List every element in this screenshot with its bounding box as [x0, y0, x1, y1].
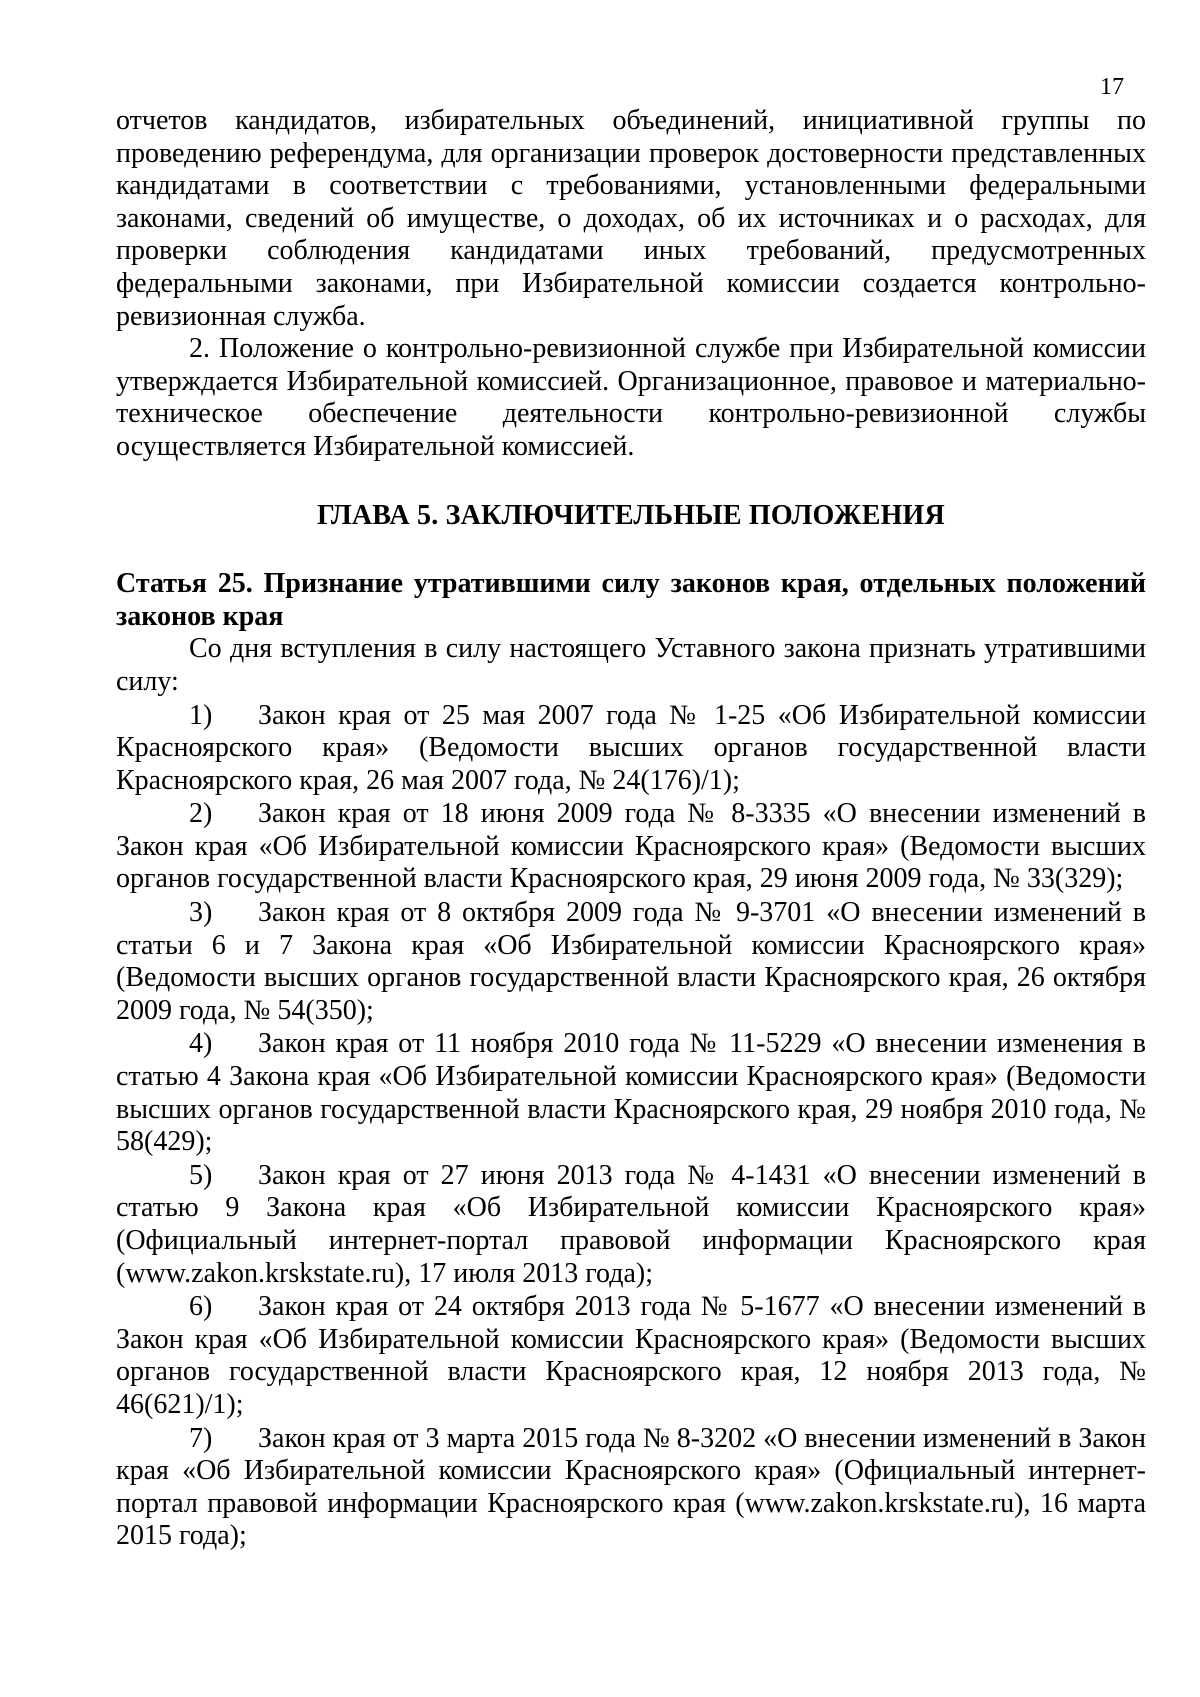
list-item-number: 5) — [189, 1159, 213, 1191]
list-item-number: 1) — [189, 699, 213, 731]
list-item-number: 6) — [189, 1291, 213, 1323]
list-item-number: 3) — [189, 897, 213, 929]
list-item-6 — [116, 1291, 1146, 1421]
list-item-2 — [116, 798, 1146, 896]
list-item-1 — [116, 700, 1146, 798]
paragraph-item-2: 2. Положение о контрольно-ревизионной службе при Избирательной комиссии утверждается Избирательной комиссией. Организационное, правовое и материально-техническое обеспечение деятельности контрольно-ревизионной службы осуществляется Избирательной комиссией. — [116, 333, 1146, 462]
list-item-7 — [116, 1423, 1146, 1553]
chapter-title: ГЛАВА 5. ЗАКЛЮЧИТЕЛЬНЫЕ ПОЛОЖЕНИЯ — [317, 499, 945, 531]
list-item-text: Закон края от 8 октября 2009 года № 9-3701 «О внесении изменений в статьи 6 и 7 Закона края «Об Избирательной комиссии Красноярского края» (Ведомости высших органов государственной власти Красноярского края, 26 октября 2009 года, № 54(350); — [116, 897, 1146, 1026]
list-item-number: 4) — [189, 1028, 213, 1060]
list-item-text: Закон края от 25 мая 2007 года № 1-25 «Об Избирательной комиссии Красноярского края» (Ведомости высших органов государственной власти Красноярского края, 26 мая 2007 года, № 24(176)/1); — [116, 699, 1146, 796]
list-item-3 — [116, 897, 1146, 1027]
list-item-number: 7) — [189, 1422, 213, 1454]
list-item-text: Закон края от 27 июня 2013 года № 4-1431 «О внесении изменений в статью 9 Закона края «Об Избирательной комиссии Красноярского края» (Официальный интернет-портал правовой информации Красноярского края (www.zakon.krskstate.ru), 17 июля 2013 года); — [116, 1159, 1146, 1289]
paragraph-continuation: отчетов кандидатов, избирательных объединений, инициативной группы по проведению референдума, для организации проверок достоверности представленных кандидатами в соответствии с требованиями, установленными федеральными законами, сведений об имуществе, о доходах, об их источниках и о расходах, для проверки соблюдения кандидатами иных требований, предусмотренных федеральными законами, при Избирательной комиссии создается контрольно-ревизионная служба. — [116, 105, 1146, 332]
list-item-number: 2) — [189, 798, 213, 830]
list-item-5 — [116, 1160, 1146, 1290]
page-number: 17 — [1100, 74, 1124, 100]
list-item-text: Закон края от 11 ноября 2010 года № 11-5229 «О внесении изменения в статью 4 Закона края «Об Избирательной комиссии Красноярского края» (Ведомости высших органов государственной власти Красноярского края, 29 ноября 2010 года, № 58(429); — [116, 1028, 1146, 1158]
document-body — [116, 105, 1146, 1553]
list-item-text: Закон края от 24 октября 2013 года № 5-1677 «О внесении изменений в Закон края «Об Избирательной комиссии Красноярского края» (Ведомости высших органов государственной власти Красноярского края, 12 ноября 2013 года, № 46(621)/1); — [116, 1291, 1146, 1420]
list-item-4 — [116, 1028, 1146, 1158]
list-item-text: Закон края от 18 июня 2009 года № 8-3335 «О внесении изменений в Закон края «Об Избирательной комиссии Красноярского края» (Ведомости высших органов государственной власти Красноярского края, 29 июня 2009 года, № 33(329); — [116, 798, 1146, 895]
article-title: Статья 25. Признание утратившими силу законов края, отдельных положений законов края — [116, 568, 1146, 632]
article-intro: Со дня вступления в силу настоящего Уставного закона признать утратившими силу: — [116, 633, 1146, 697]
list-item-text: Закон края от 3 марта 2015 года № 8-3202 «О внесении изменений в Закон края «Об Избирательной комиссии Красноярского края» (Официальный интернет-портал правовой информации Красноярского края (www.zakon.krskstate.ru), 16 марта 2015 года); — [116, 1422, 1146, 1552]
